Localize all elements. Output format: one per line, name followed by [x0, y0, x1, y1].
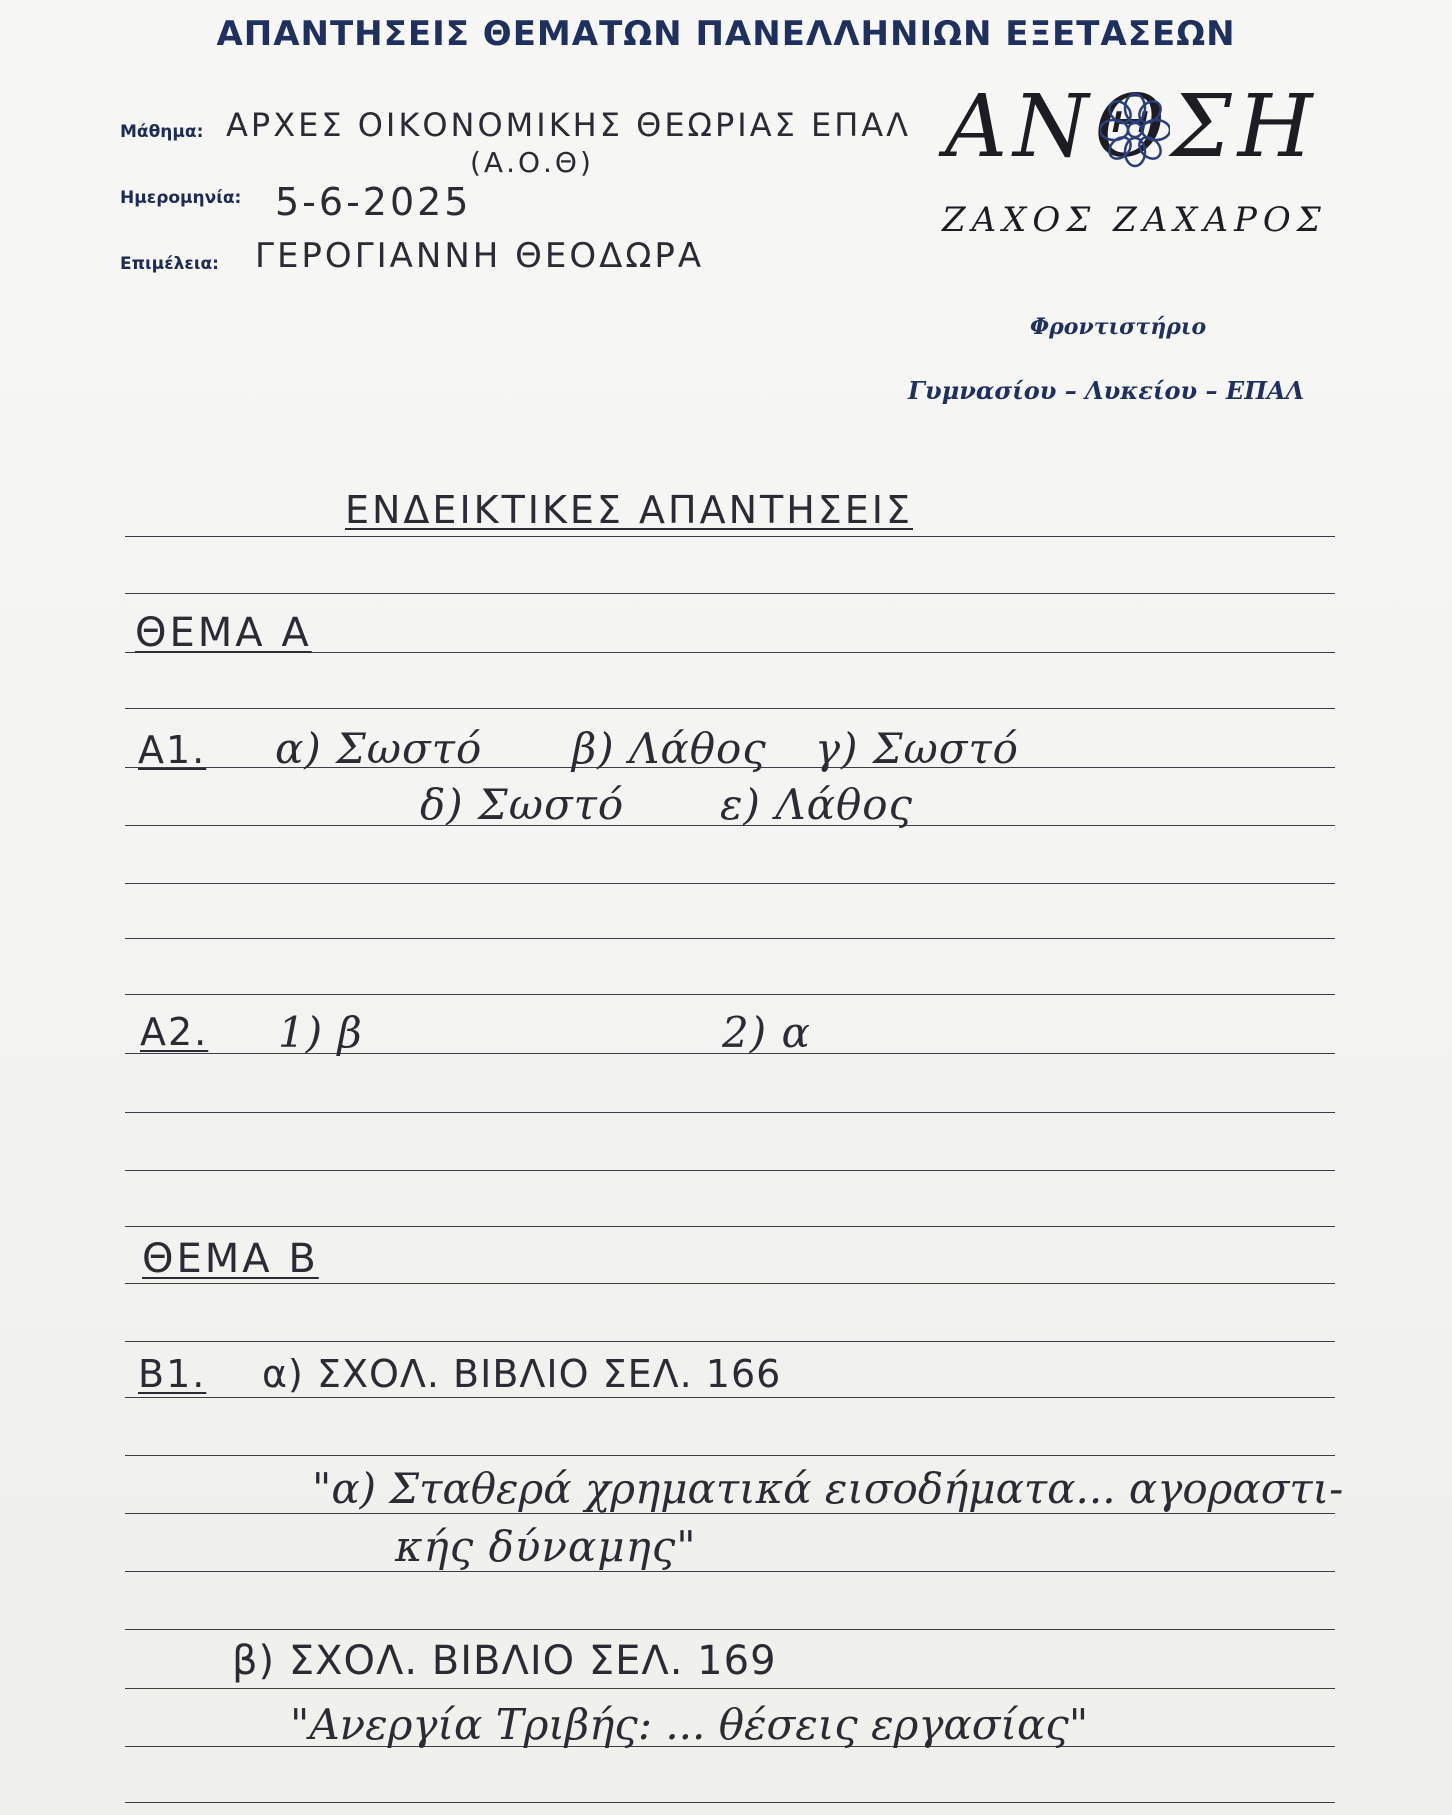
a1-answer-c: γ) Σωστό [815, 724, 1019, 773]
subject-value-line2: (Α.Ο.Θ) [470, 146, 594, 179]
theme-a-heading: ΘΕΜΑ Α [135, 610, 312, 656]
ruled-line [125, 1571, 1335, 1572]
subject-value-line1: ΑΡΧΕΣ ΟΙΚΟΝΟΜΙΚΗΣ ΘΕΩΡΙΑΣ ΕΠΑΛ [226, 106, 912, 144]
page-title: ΑΠΑΝΤΗΣΕΙΣ ΘΕΜΑΤΩΝ ΠΑΝΕΛΛΗΝΙΩΝ ΕΞΕΤΑΣΕΩΝ [216, 14, 1236, 54]
brand-line-tutoring: Φροντιστήριο [1030, 314, 1207, 340]
a2-answer-2: 2) α [722, 1008, 811, 1057]
ruled-line [125, 1397, 1335, 1398]
ruled-line [125, 994, 1335, 995]
subject-label: Μάθημα: [120, 122, 204, 142]
ruled-line [125, 1629, 1335, 1630]
ruled-line [125, 1170, 1335, 1171]
b1-quote-1-line2: κής δύναμης" [395, 1522, 697, 1571]
b1-label: Β1. [138, 1352, 207, 1396]
answers-heading: ΕΝΔΕΙΚΤΙΚΕΣ ΑΠΑΝΤΗΣΕΙΣ [345, 488, 914, 532]
a1-answer-d: δ) Σωστό [420, 780, 625, 829]
ruled-line [125, 1112, 1335, 1113]
date-value: 5-6-2025 [275, 180, 472, 224]
editor-value: ΓΕΡΟΓΙΑΝΝΗ ΘΕΟΔΩΡΑ [255, 236, 705, 276]
theme-b-heading: ΘΕΜΑ Β [142, 1236, 319, 1282]
ruled-line [125, 708, 1335, 709]
ruled-line [125, 883, 1335, 884]
brand-line-levels: Γυμνασίου – Λυκείου – ΕΠΑΛ [908, 376, 1305, 405]
brand-logo-word: ΑΝΘΣΗ [945, 77, 1319, 177]
a1-answer-a: α) Σωστό [275, 724, 483, 773]
b1-quote-1-line1: "α) Σταθερά χρηματικά εισοδήματα... αγοραστι- [312, 1464, 1344, 1513]
date-label: Ημερομηνία: [120, 188, 242, 208]
ruled-line [125, 593, 1335, 594]
a1-answer-e: ε) Λάθος [720, 780, 914, 829]
ruled-line [125, 1341, 1335, 1342]
a2-label: Α2. [140, 1010, 209, 1054]
ruled-line [125, 1688, 1335, 1689]
brand-logo-subtitle: ΖΑΧΟΣ ΖΑΧΑΡΟΣ [942, 200, 1327, 240]
a1-answer-b: β) Λάθος [572, 724, 767, 773]
editor-label: Επιμέλεια: [120, 254, 219, 274]
ruled-line [125, 1802, 1335, 1803]
b1-part-a: α) ΣΧΟΛ. ΒΙΒΛΙΟ ΣΕΛ. 166 [262, 1352, 782, 1396]
flower-logo-icon [1100, 90, 1170, 170]
a1-label: Α1. [138, 728, 207, 772]
ruled-line [125, 1513, 1335, 1514]
a2-answer-1: 1) β [278, 1008, 363, 1057]
ruled-line [125, 1283, 1335, 1284]
b1-quote-2: "Ανεργία Τριβής: ... θέσεις εργασίας" [290, 1700, 1089, 1749]
ruled-line [125, 938, 1335, 939]
ruled-line [125, 536, 1335, 537]
ruled-line [125, 1455, 1335, 1456]
ruled-line [125, 1226, 1335, 1227]
b1-part-b: β) ΣΧΟΛ. ΒΙΒΛΙΟ ΣΕΛ. 169 [232, 1638, 777, 1684]
